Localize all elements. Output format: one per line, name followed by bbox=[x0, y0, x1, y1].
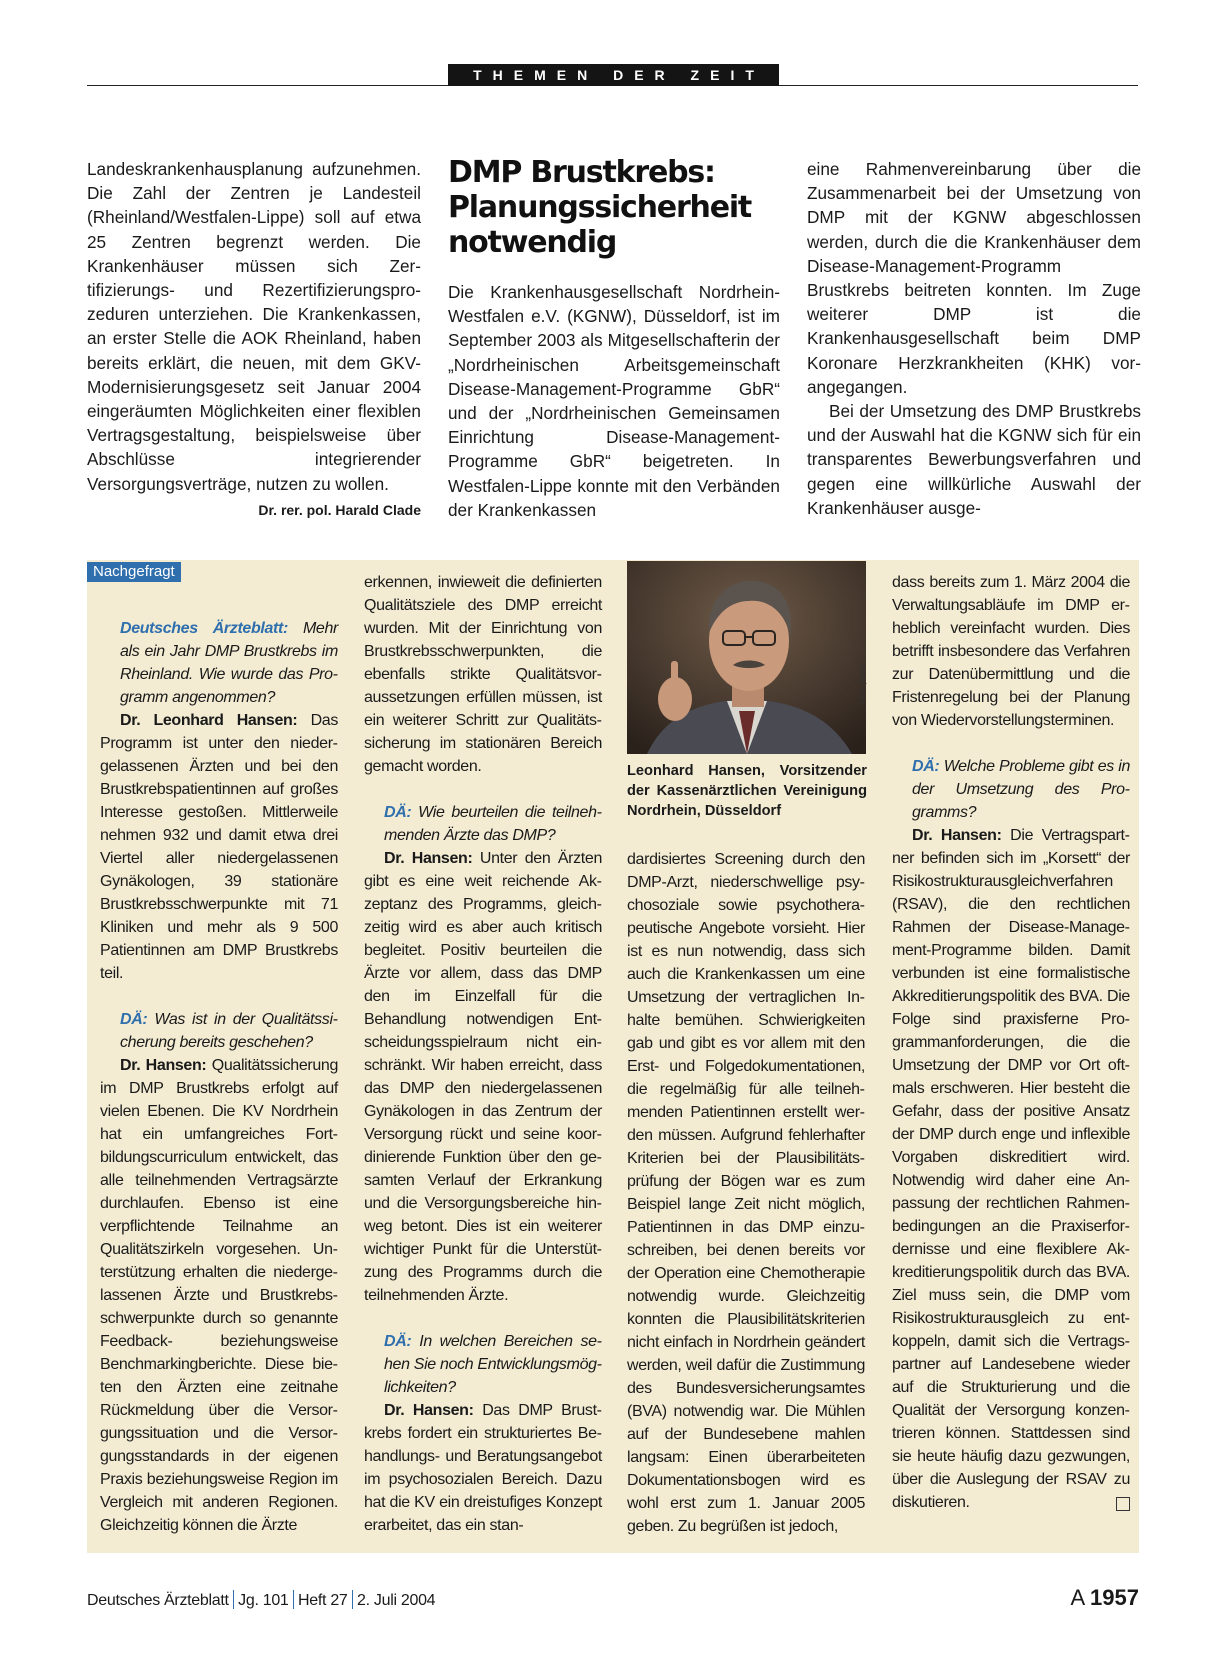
article-column-3 bbox=[807, 157, 1141, 520]
portrait-photo bbox=[627, 561, 866, 754]
footer-separator bbox=[293, 1590, 295, 1609]
footer-separator bbox=[233, 1590, 235, 1609]
journal-volume: Jg. 101 bbox=[238, 1592, 289, 1609]
question-2: DÄ: Was ist in der Qualitätssicherung bereits geschehen? bbox=[120, 1011, 338, 1051]
answer-3: Dr. Hansen: Unter den Ärzten gibt es eine weit reichende Akzeptanz des Programms, gleichzeitig wird es aber auch kritisch begleitet. Positiv beurteilen die Ärzte vor allem, dass das DMP den im Einzelfall für die Behandlung notwendigen Entscheidungsspielraum nicht einschränkt. Wir haben erreicht, dass das DMP den niedergelassenen Gynäkologen in das Zentrum der Versorgung rückt und seine koordinierende Funktion über den gesamten Verlauf der Erkrankung und die Versorgungsbereiche hinweg betont. Dies ist ein weiterer wichtiger Punkt für die Unterstützung des Programms durch die teilnehmenden Ärzte. bbox=[364, 850, 602, 1304]
photo-caption: Leonhard Hansen, Vorsitzender der Kassenärztlichen Vereinigung Nordrhein, Düsseldorf bbox=[627, 763, 867, 819]
interview-column-4 bbox=[892, 571, 1130, 1514]
author-byline: Dr. rer. pol. Harald Clade bbox=[258, 501, 421, 518]
article-title: DMP Brustkrebs: Planungssicherheit notwendig bbox=[448, 155, 752, 260]
article-text-col1: Landeskrankenhausplanung aufzunehmen. Die Zahl der Zentren je Landesteil (Rheinland/Westfalen-Lippe) soll auf etwa 25 Zentren begrenzt werden. Die Krankenhäuser müssen sich Zertifizierungs- und Rezertifizierungsprozeduren unterziehen. Die Krankenkassen, an erster Stelle die AOK Rheinland, haben bereits erklärt, die neuen, mit dem GKV-Modernisierungsgesetz seit Januar 2004 eingeräumten Möglichkeiten einer flexiblen Vertragsgestaltung, beispielsweise über Abschlüsse integrierender Versorgungsverträge, nutzen zu wollen. bbox=[87, 159, 421, 494]
answer-2: Dr. Hansen: Qualitätssicherung im DMP Brustkrebs erfolgt auf vielen Ebenen. Die KV Nordrhein hat ein umfangreiches Fortbildungscurriculum entwickelt, das alle teilnehmenden Vertragsärzte durchlaufen. Ebenso ist eine verpflichtende Teilnahme an Qualitätszirkeln vorgesehen. Unterstützung erhalten die niedergelassenen Ärzte und Brustkrebsschwerpunkte durch so genannte Feedback- beziehungsweise Benchmarkingberichte. Diese bieten den Ärzten eine zeitnahe Rückmeldung über die Versorgungssituation und die Versorgungsstandards in der eigenen Praxis beziehungsweise Region im Vergleich mit anderen Regionen. Gleichzeitig können die Ärzte bbox=[100, 1057, 338, 1534]
journal-name: Deutsches Ärzteblatt bbox=[87, 1592, 229, 1609]
question-1: Deutsches Ärzteblatt: Mehr als ein Jahr DMP Brustkrebs im Rheinland. Wie wurde das Programm angenommen? bbox=[120, 620, 338, 706]
answer-4: Dr. Hansen: Das DMP Brustkrebs fordert ein strukturiertes Behandlungs- und Beratungsangebot im psychosozialen Bereich. Dazu hat die KV ein dreistufiges Konzept erarbeitet, das ein stan- bbox=[364, 1402, 602, 1534]
article-column-1 bbox=[87, 157, 421, 522]
answer-2-continued: erkennen, inwieweit die definierten Qualitätsziele des DMP erreicht wurden. Mit der Einrichtung von Brustkrebsschwerpunkten, die ebenfalls strikte Qualitätsvoraussetzungen erfüllen müssen, ist ein weiterer Schritt zur Qualitätssicherung im stationären Bereich gemacht worden. bbox=[364, 574, 602, 775]
answer-4-continued: dardisiertes Screening durch den DMP-Arzt, niederschwellige psychosoziale sowie psychotherapeutische Angebote vorsieht. Hier ist es nun notwendig, dass sich auch die Krankenkassen um eine Umsetzung der vertraglichen Inhalte bemühen. Schwierigkeiten gab und gibt es vor allem mit den Erst- und Folgedokumentationen, die regelmäßig für alle teilnehmenden Patientinnen erstellt werden müssen. Aufgrund fehlerhafter Kriterien bei der Plausibilitätsprüfung der Bögen war es zum Beispiel lange Zeit nicht möglich, Patientinnen in das DMP einzuschreiben, bei denen bereits vor der Operation eine Chemotherapie notwendig wurde. Gleichzeitig konnten die Plausibilitätskriterien nicht einfach in Nordrhein geändert werden, weil dafür die Zustimmung des Bundesversicherungsamtes (BVA) notwendig war. Die Mühlen auf der Bundesebene mahlen langsam: Einen überarbeiteten Dokumentationsbogen wird es wohl erst zum 1. Januar 2005 geben. Zu begrüßen ist jedoch, bbox=[627, 851, 865, 1535]
photo-credit: Foto: privat bbox=[858, 664, 867, 705]
interview-column-1 bbox=[100, 617, 338, 1537]
footer bbox=[87, 1590, 435, 1610]
journal-date: 2. Juli 2004 bbox=[357, 1592, 436, 1609]
question-3: DÄ: Wie beurteilen die teilnehmenden Ärzte das DMP? bbox=[384, 804, 602, 844]
answer-4-continued-2: dass bereits zum 1. März 2004 die Verwaltungsabläufe im DMP erheblich vereinfacht wurden. Dies betrifft insbesondere das Verfahren zur Datenübermittlung und die Fristenregelung bei der Planung von Wiedervorstellungsterminen. bbox=[892, 574, 1130, 729]
interview-label: Nachgefragt bbox=[87, 562, 181, 582]
question-5: DÄ: Welche Probleme gibt es in der Umsetzung des Programms? bbox=[912, 758, 1130, 821]
answer-5: Dr. Hansen: Die Vertragspartner befinden sich im „Korsett“ der Risikostrukturausgleichverfahren (RSAV), die den rechtlichen Rahmen der Disease-Management-Programme bilden. Damit verbunden ist eine formalistische Akkreditierungspolitik des BVA. Die Folge sind praxisferne Programmanforderungen, die die Umsetzung der DMP vor Ort oftmals erschweren. Hier besteht die Gefahr, dass der positive Ansatz der DMP durch enge und inflexible Vorgaben diskreditiert wird. Notwendig wird daher eine Anpassung der rechtlichen Rahmenbedingungen an die Praxiserfordernisse und eine flexiblere Akkreditierungspolitik durch das BVA. Ziel muss sein, die DMP vom Risikostrukturausgleich zu entkoppeln, damit sich die Vertragspartner auf Landesebene wieder auf die Strukturierung und die Qualität der Versorgung konzentrieren können. Stattdessen sind sie heute häufig dazu gezwungen, über die Auslegung der RSAV zu diskutieren. bbox=[892, 827, 1130, 1511]
footer-separator bbox=[352, 1590, 354, 1609]
article-text-col3-p1: eine Rahmenvereinbarung über die Zusammenarbeit bei der Umsetzung von DMP mit der KGNW abgeschlossen werden, durch die die Krankenhäuser dem Disease-Management-Programm Brustkrebs beitreten konnten. Im Zuge weiterer DMP ist die Krankenhausgesellschaft beim DMP Koronare Herzkrankheiten (KHK) vorangegangen. bbox=[807, 159, 1141, 397]
end-mark-icon bbox=[1116, 1497, 1130, 1511]
section-header: THEMEN DER ZEIT bbox=[448, 64, 779, 86]
article-text-col3-p2: Bei der Umsetzung des DMP Brustkrebs und der Auswahl hat die KGNW sich für ein transparentes Bewerbungsverfahren und gegen eine willkürliche Auswahl der Krankenhäuser ausge- bbox=[807, 401, 1141, 518]
interview-column-2 bbox=[364, 571, 602, 1537]
article-text-col2: Die Krankenhausgesellschaft Nordrhein-Westfalen e.V. (KGNW), Düsseldorf, ist im September 2003 als Mitgesellschafterin der „Nordrheinischen Arbeitsgemeinschaft Disease-Management-Programme GbR“ und der „Nordrheinischen Gemeinsamen Einrichtung Disease-Management-Programme GbR“ beigetreten. In Westfalen-Lippe konnte mit den Verbänden der Krankenkassen bbox=[448, 282, 780, 520]
page-number: A 1957 bbox=[1070, 1585, 1139, 1610]
article-column-2 bbox=[448, 157, 780, 522]
question-4: DÄ: In welchen Bereichen sehen Sie noch Entwicklungsmöglichkeiten? bbox=[384, 1333, 602, 1396]
answer-1: Dr. Leonhard Hansen: Das Programm ist unter den niedergelassenen Ärzten und bei den Brustkrebspatientinnen auf großes Interesse gestoßen. Mittlerweile nehmen 932 und damit etwa drei Viertel aller niedergelassenen Gynäkologen, 39 stationäre Brustkrebsschwerpunkte mit 71 Kliniken und mehr als 9 500 Patientinnen am DMP Brustkrebs teil. bbox=[100, 712, 338, 982]
interview-column-3 bbox=[627, 848, 865, 1538]
journal-issue: Heft 27 bbox=[298, 1592, 348, 1609]
